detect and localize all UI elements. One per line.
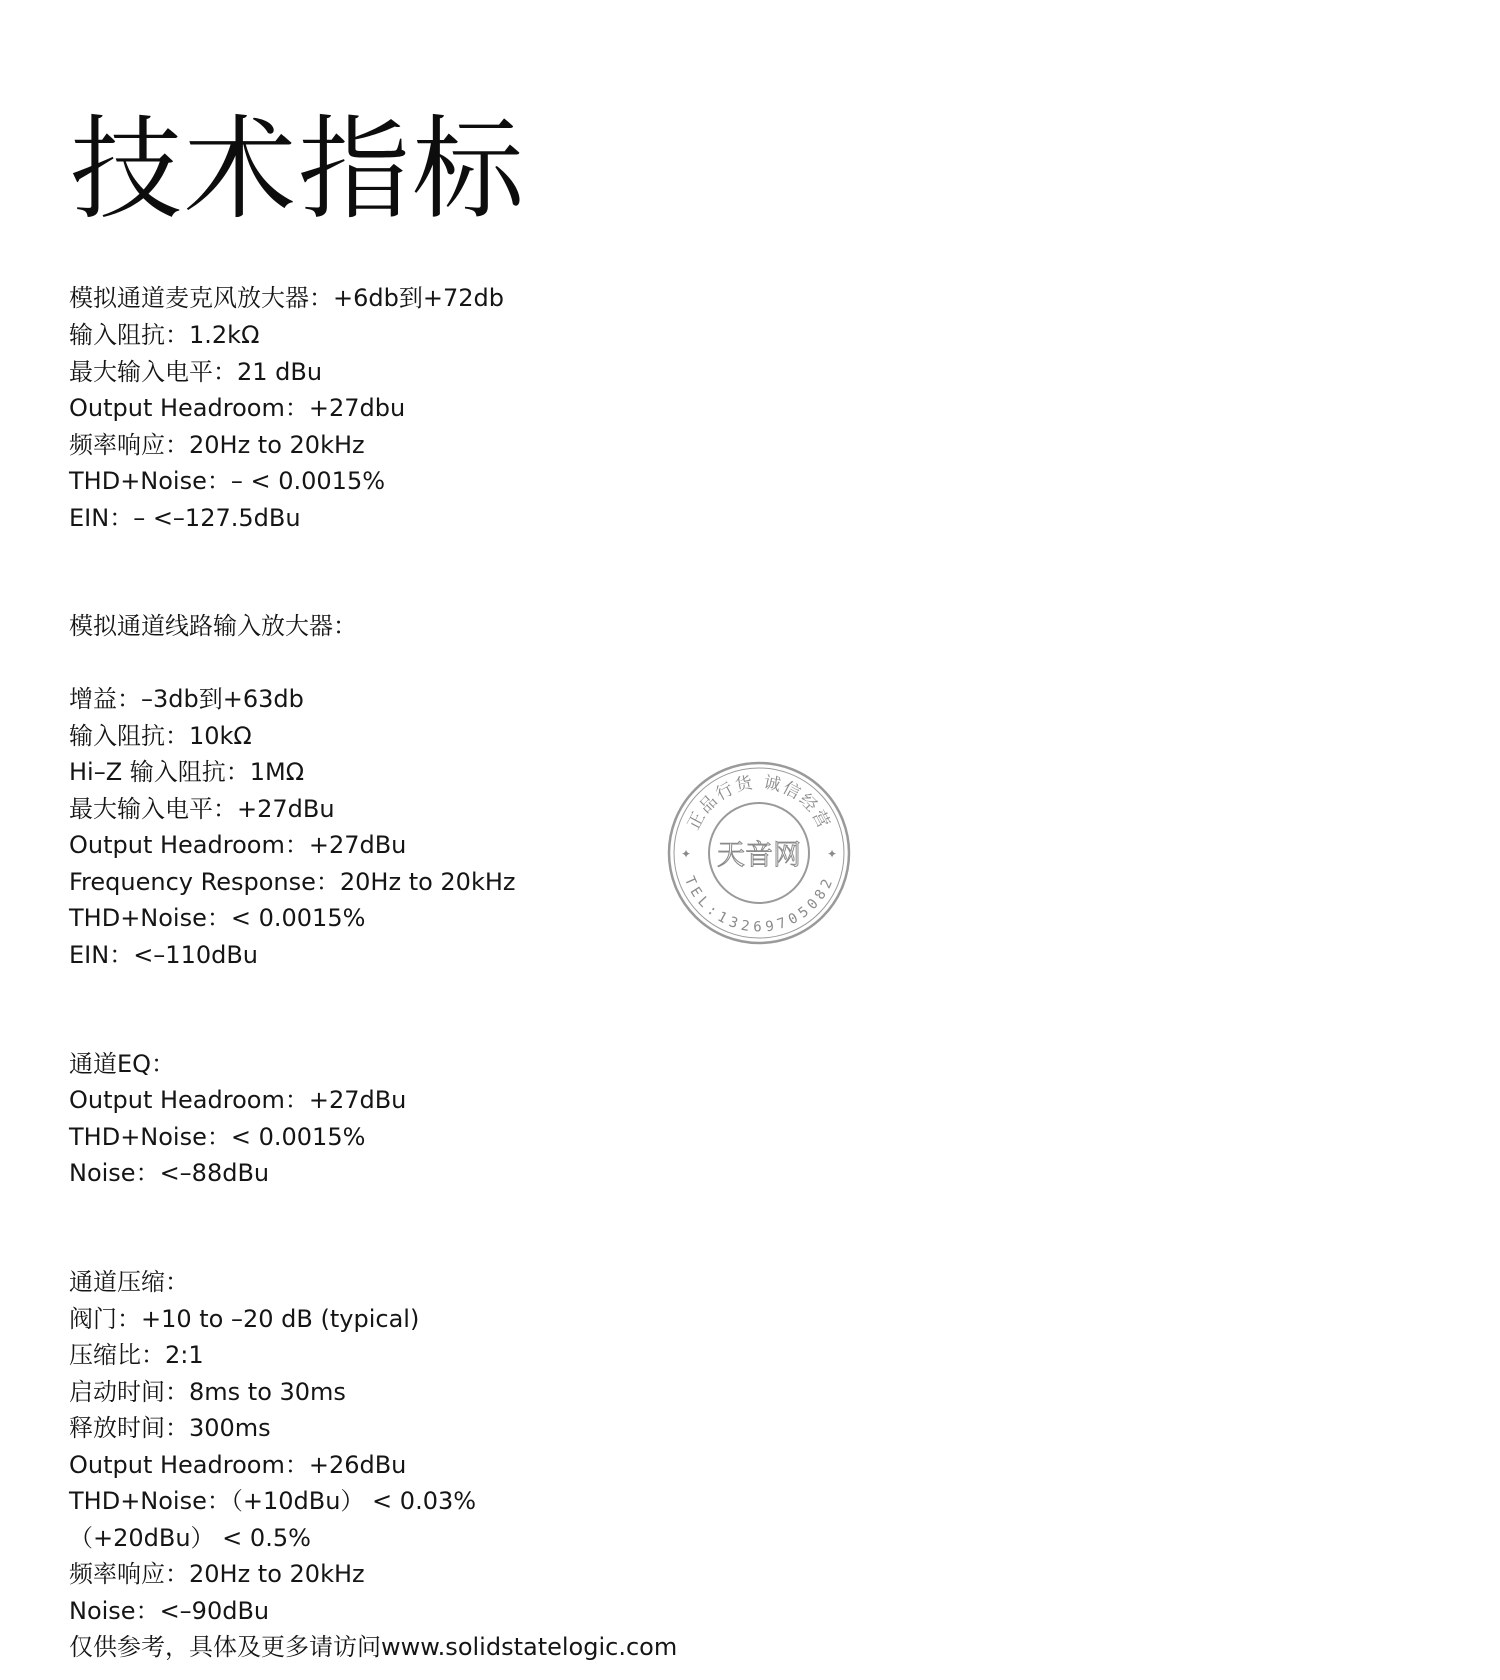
stamp-star-right-icon: ✦: [826, 847, 838, 861]
comp-line: 释放时间：300ms: [69, 1414, 271, 1442]
eq-heading: 通道EQ：: [69, 1050, 176, 1078]
comp-line: 阀门：+10 to –20 dB (typical): [69, 1305, 420, 1333]
stamp-seal-icon: [666, 760, 852, 946]
line-amp-line: Frequency Response：20Hz to 20kHz: [69, 868, 516, 896]
comp-line: 压缩比：2:1: [69, 1341, 204, 1369]
comp-line: （+20dBu） < 0.5%: [69, 1524, 311, 1552]
line-amp-line: 最大输入电平：+27dBu: [69, 795, 335, 823]
eq-line: Noise：<–88dBu: [69, 1159, 270, 1187]
line-amp-line: Hi–Z 输入阻抗：1MΩ: [69, 758, 305, 786]
page-title: 技术指标: [70, 105, 526, 235]
line-amp-line: 输入阻抗：10kΩ: [69, 722, 252, 750]
footer-note: 仅供参考，具体及更多请访问www.solidstatelogic.com: [69, 1633, 678, 1661]
mic-amp-line: EIN：– <–127.5dBu: [69, 504, 301, 532]
line-amp-line: Output Headroom：+27dBu: [69, 831, 407, 859]
comp-line: Noise：<–90dBu: [69, 1597, 270, 1625]
comp-line: Output Headroom：+26dBu: [69, 1451, 407, 1479]
comp-line: 频率响应：20Hz to 20kHz: [69, 1560, 365, 1588]
watermark-stamp: [666, 760, 852, 946]
mic-amp-line: 频率响应：20Hz to 20kHz: [69, 431, 365, 459]
mic-amp-heading: 模拟通道麦克风放大器：+6db到+72db: [69, 284, 504, 312]
line-amp-line: EIN：<–110dBu: [69, 941, 259, 969]
svg-text:TEL:13269705082: [681, 874, 837, 935]
mic-amp-line: THD+Noise：– < 0.0015%: [69, 467, 386, 495]
line-amp-line: THD+Noise：< 0.0015%: [69, 904, 366, 932]
stamp-center-text: 天音网: [716, 838, 802, 871]
mic-amp-line: Output Headroom：+27dbu: [69, 394, 406, 422]
comp-line: 启动时间：8ms to 30ms: [69, 1378, 346, 1406]
eq-line: THD+Noise：< 0.0015%: [69, 1123, 366, 1151]
line-amp-heading: 模拟通道线路输入放大器：: [69, 612, 357, 640]
mic-amp-line: 输入阻抗：1.2kΩ: [69, 321, 260, 349]
comp-line: THD+Noise：（+10dBu） < 0.03%: [69, 1487, 477, 1515]
stamp-top-text: 正品行货 诚信经营: [683, 772, 835, 834]
comp-heading: 通道压缩：: [69, 1268, 189, 1296]
stamp-star-left-icon: ✦: [680, 847, 692, 861]
eq-line: Output Headroom：+27dBu: [69, 1086, 407, 1114]
line-amp-line: 增益：–3db到+63db: [69, 685, 304, 713]
stamp-bottom-text: TEL:13269705082: [680, 874, 838, 936]
mic-amp-line: 最大输入电平：21 dBu: [69, 358, 323, 386]
